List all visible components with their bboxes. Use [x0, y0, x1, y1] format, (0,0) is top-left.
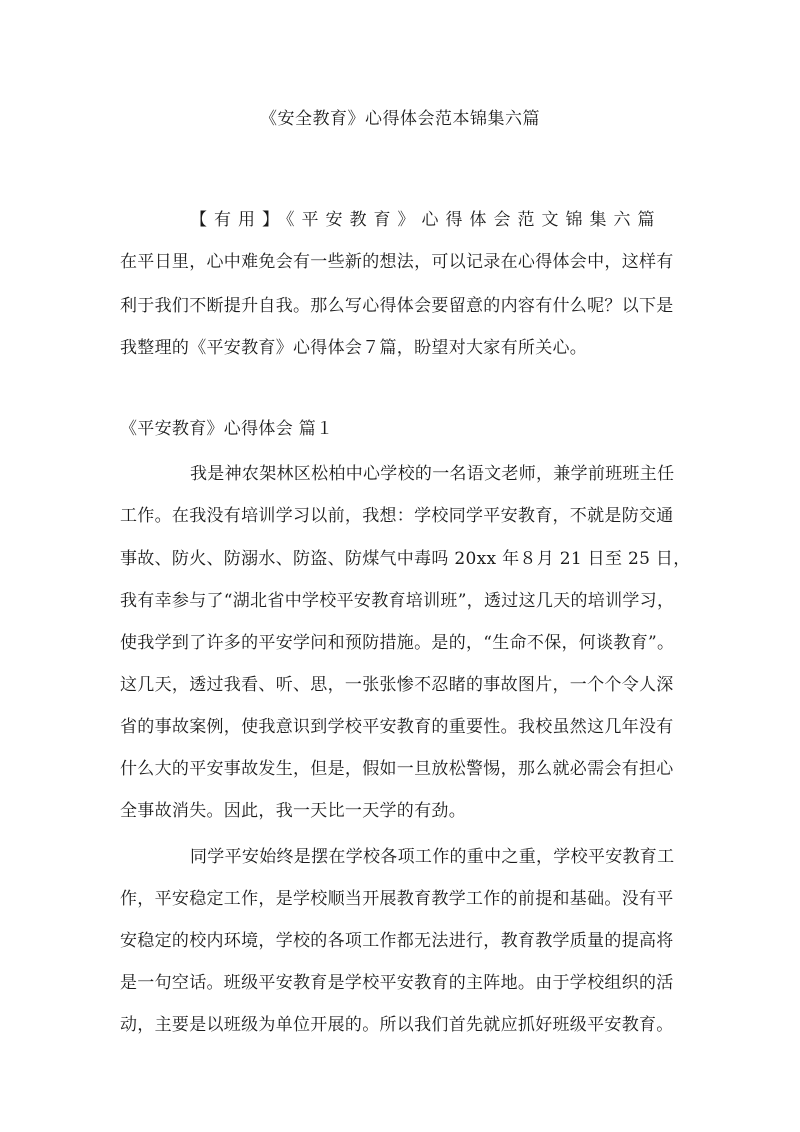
paragraph-line: 使我学到了许多的平安学问和预防措施。是的，“生命不保，何谈教育”。	[120, 633, 675, 653]
paragraph-line: 省的事故案例，使我意识到学校平安教育的重要性。我校虽然这几年没有	[120, 717, 674, 737]
paragraph-line: 我有幸参与了“湖北省中学校平安教育培训班”，透过这几天的培训学习，	[120, 591, 675, 611]
paragraph-line: 全事故消失。因此，我一天比一天学的有劲。	[120, 801, 466, 821]
paragraph-line: 同学平安始终是摆在学校各项工作的重中之重，学校平安教育工	[190, 847, 675, 867]
paragraph-line: 是一句空话。班级平安教育是学校平安教育的主阵地。由于学校组织的活	[120, 973, 674, 993]
paragraph-line: 这几天，透过我看、听、思，一张张惨不忍睹的事故图片，一个个令人深	[120, 675, 674, 695]
paragraph-line: 作，平安稳定工作，是学校顺当开展教育教学工作的前提和基础。没有平	[120, 889, 674, 909]
paragraph-line: 什么大的平安事故发生，但是，假如一旦放松警惕，那么就必需会有担心	[120, 759, 674, 779]
paragraph-line: 动，主要是以班级为单位开展的。所以我们首先就应抓好班级平安教育。	[120, 1015, 674, 1035]
paragraph-line: 我是神农架林区松柏中心学校的一名语文老师，兼学前班班主任	[190, 464, 675, 484]
paragraph-line: 事故、防火、防溺水、防盗、防煤气中毒吗 20xx 年８月 21 日至 25 日，	[120, 549, 691, 569]
intro-line: 我整理的《平安教育》心得体会７篇，盼望对大家有所关心。	[120, 338, 588, 358]
intro-line: 利于我们不断提升自我。那么写心得体会要留意的内容有什么呢？以下是	[120, 296, 674, 316]
paragraph-line: 安稳定的校内环境，学校的各项工作都无法进行，教育教学质量的提高将	[120, 931, 674, 951]
intro-line: 在平日里，心中难免会有一些新的想法，可以记录在心得体会中，这样有	[120, 252, 674, 272]
paragraph-line: 工作。在我没有培训学习以前，我想：学校同学平安教育，不就是防交通	[120, 506, 674, 526]
document-title: 《安全教育》心得体会范本锦集六篇	[260, 109, 540, 129]
intro-heading: 【有用】《平安教育》心得体会范文锦集六篇	[190, 210, 662, 230]
section-heading: 《平安教育》心得体会 篇１	[120, 419, 334, 439]
